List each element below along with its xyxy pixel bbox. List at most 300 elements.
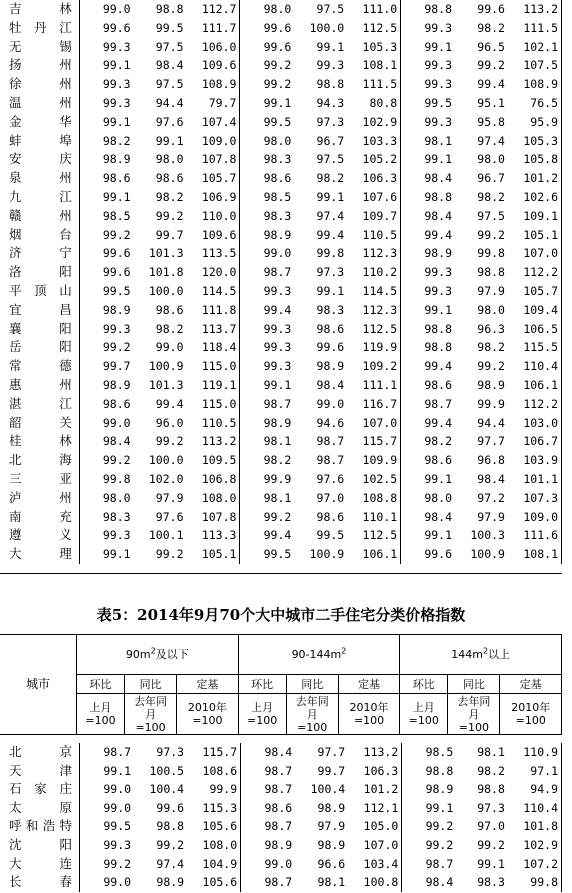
index-value: 99.3 [103,837,132,852]
index-value: 106.3 [347,169,400,188]
city-name: 湛江 [0,395,79,414]
table-row [0,545,562,564]
index-value: 98.8 [477,265,505,280]
table-row [0,0,562,19]
index-value: 97.6 [155,114,184,129]
index-value: 98.2 [477,20,505,35]
index-value: 103.3 [347,132,400,151]
index-value: 97.5 [155,39,184,54]
index-value: 107.4 [187,113,240,132]
city-name: 大连 [0,855,80,874]
index-value: 99.4 [424,359,453,374]
index-value: 99.2 [102,340,131,355]
index-value: 98.3 [102,509,131,524]
index-value: 105.1 [508,226,562,245]
index-value: 98.7 [264,763,293,778]
index-value: 100.4 [149,782,185,797]
index-value: 99.7 [317,763,346,778]
base-header: 2010年 =100 [177,694,238,735]
index-value: 112.7 [187,0,240,19]
index-value: 101.2 [508,169,562,188]
index-value: 98.9 [316,359,345,374]
index-value: 98.0 [263,2,292,16]
index-value: 98.5 [425,745,454,759]
index-value: 98.7 [316,434,345,449]
index-value: 99.2 [477,227,505,242]
index-value: 107.8 [187,150,240,169]
city-name: 遵义 [0,526,79,545]
city-name: 温州 [0,94,79,113]
index-value: 99.3 [424,77,453,92]
base-header: 2010年 =100 [338,694,399,735]
base-header: 去年同 月 =100 [124,694,176,735]
index-value: 98.0 [477,302,505,317]
index-value: 99.5 [263,547,292,562]
index-value: 99.3 [102,39,131,54]
index-value: 95.1 [477,95,505,110]
index-value: 97.5 [477,208,505,223]
table-row [0,414,562,433]
index-value: 99.2 [102,227,131,242]
city-name: 九江 [0,188,79,207]
index-value: 110.4 [508,799,562,818]
index-value: 98.2 [424,434,453,449]
sub-header: 环比 [77,675,125,694]
index-value: 76.5 [508,94,562,113]
city-name: 桂林 [0,432,79,451]
index-value: 99.0 [103,800,132,815]
index-value: 99.1 [316,283,345,298]
index-value: 99.8 [102,471,131,486]
city-name: 常德 [0,357,79,376]
index-value: 99.6 [316,340,345,355]
table-row [0,207,562,226]
table-row [0,150,562,169]
index-value: 99.6 [102,20,131,35]
index-value: 99.2 [477,359,505,374]
index-value: 99.2 [103,856,132,871]
index-value: 112.3 [347,301,400,320]
index-value: 97.1 [508,762,562,781]
index-value: 112.1 [348,799,402,818]
index-value: 98.6 [263,171,292,186]
index-value: 113.5 [187,244,240,263]
index-value: 97.9 [317,819,346,834]
index-value: 98.2 [477,763,505,778]
index-value: 98.2 [102,133,131,148]
city-name: 烟台 [0,226,79,245]
index-value: 116.7 [347,395,400,414]
index-value: 109.0 [187,132,240,151]
index-value: 98.4 [477,471,505,486]
index-value: 97.5 [155,77,184,92]
table-row [0,338,562,357]
index-value: 98.9 [102,377,131,392]
index-value: 101.8 [148,265,184,280]
city-header: 城市 [0,635,77,735]
city-name: 三亚 [0,470,79,489]
index-value: 94.9 [508,780,562,799]
index-value: 96.5 [477,39,505,54]
index-value: 102.1 [508,38,562,57]
index-value: 106.3 [348,762,402,781]
index-value: 99.2 [102,453,131,468]
index-value: 103.9 [508,451,562,470]
index-value: 112.2 [508,263,562,282]
index-value: 99.0 [102,2,131,16]
index-value: 99.5 [102,283,131,298]
table-row [0,780,562,799]
index-value: 99.1 [424,528,453,543]
index-value: 105.7 [508,282,562,301]
table-row [0,113,562,132]
city-name: 惠州 [0,376,79,395]
index-value: 98.1 [263,434,292,449]
base-header: 去年同 月 =100 [448,694,500,735]
index-value: 115.0 [187,357,240,376]
index-value: 102.6 [508,188,562,207]
index-value: 98.4 [424,509,453,524]
index-value: 99.6 [102,265,131,280]
bottom-data-table [0,743,562,892]
index-value: 97.9 [477,509,505,524]
index-value: 106.1 [347,545,400,564]
table-row [0,263,562,282]
city-name: 石家庄 [0,780,80,799]
index-value: 99.1 [102,547,131,562]
index-value: 99.3 [424,58,453,73]
index-value: 110.0 [187,207,240,226]
index-value: 98.7 [264,875,293,890]
table-row [0,320,562,339]
index-value: 99.2 [155,547,184,562]
index-value: 112.3 [347,244,400,263]
index-value: 99.1 [424,39,453,54]
index-value: 99.4 [424,227,453,242]
index-value: 96.0 [155,415,184,430]
index-value: 100.4 [310,782,346,797]
city-name: 天津 [0,762,80,781]
index-value: 98.3 [263,152,292,167]
index-value: 108.1 [347,56,400,75]
index-value: 99.3 [424,20,453,35]
index-value: 96.7 [477,171,505,186]
index-value: 99.6 [102,246,131,261]
index-value: 98.0 [155,152,184,167]
index-value: 102.9 [508,836,562,855]
index-value: 97.9 [477,283,505,298]
index-value: 98.4 [155,58,184,73]
index-value: 99.1 [477,856,505,871]
index-value: 99.2 [425,819,454,834]
index-value: 98.0 [263,133,292,148]
index-value: 99.1 [424,152,453,167]
index-value: 96.7 [316,133,345,148]
table-row [0,395,562,414]
index-value: 98.3 [477,875,505,890]
index-value: 113.2 [508,0,562,19]
index-value: 109.5 [187,451,240,470]
index-value: 99.1 [103,763,132,778]
index-value: 98.6 [424,377,453,392]
index-value: 109.9 [347,451,400,470]
index-value: 98.1 [424,133,453,148]
index-value: 108.0 [187,489,240,508]
index-value: 97.6 [155,509,184,524]
index-value: 115.3 [187,799,241,818]
index-value: 98.7 [263,396,292,411]
index-value: 99.3 [424,114,453,129]
index-value: 100.1 [148,528,184,543]
index-value: 99.3 [102,321,131,336]
index-value: 98.6 [102,171,131,186]
index-value: 99.9 [187,780,241,799]
table-row [0,19,562,38]
index-value: 118.4 [187,338,240,357]
index-value: 97.5 [316,2,345,16]
index-value: 99.0 [103,782,132,797]
sub-header: 定基 [177,675,238,694]
index-value: 98.1 [263,490,292,505]
index-value: 99.0 [264,856,293,871]
city-name: 无锡 [0,38,79,57]
index-value: 105.8 [508,150,562,169]
table-row [0,836,562,855]
index-value: 99.0 [263,246,292,261]
city-name: 襄阳 [0,320,79,339]
index-value: 98.8 [424,340,453,355]
index-value: 99.5 [103,819,132,834]
index-value: 109.0 [508,508,562,527]
index-value: 99.1 [316,39,345,54]
index-value: 98.9 [424,246,453,261]
index-value: 114.5 [187,282,240,301]
index-value: 99.2 [155,434,184,449]
index-value: 105.3 [508,132,562,151]
table-row [0,799,562,818]
index-value: 100.9 [309,547,345,562]
index-value: 99.3 [263,283,292,298]
city-name: 扬州 [0,56,79,75]
table-row [0,226,562,245]
index-value: 108.1 [508,545,562,564]
index-value: 107.0 [348,836,402,855]
index-value: 112.2 [508,395,562,414]
index-value: 98.9 [264,837,293,852]
index-value: 98.6 [102,396,131,411]
city-name: 北海 [0,451,79,470]
index-value: 99.2 [477,837,505,852]
index-value: 111.6 [508,526,562,545]
index-value: 99.9 [263,471,292,486]
index-value: 99.4 [263,302,292,317]
index-value: 99.1 [263,377,292,392]
table-row [0,75,562,94]
index-value: 109.7 [347,207,400,226]
index-value: 99.4 [316,227,345,242]
index-value: 94.3 [316,95,345,110]
index-value: 107.6 [347,188,400,207]
group-header-2: $90-144m^2$ [238,635,400,675]
index-value: 99.5 [263,114,292,129]
index-value: 97.6 [316,471,345,486]
city-name: 泉州 [0,169,79,188]
base-header: 2010年 =100 [500,694,562,735]
index-value: 99.4 [477,77,505,92]
index-value: 99.2 [263,58,292,73]
table-caption: 表5：2014年9月70个大中城市二手住宅分类价格指数 [96,606,466,624]
base-header: 上月 =100 [77,694,125,735]
table-row [0,357,562,376]
index-value: 112.5 [347,19,400,38]
table-row [0,451,562,470]
table-row [0,38,562,57]
index-value: 101.1 [508,470,562,489]
index-value: 98.3 [263,208,292,223]
index-value: 110.5 [347,226,400,245]
index-value: 99.9 [477,396,505,411]
table-row [0,376,562,395]
index-value: 106.5 [508,320,562,339]
index-value: 98.6 [316,321,345,336]
city-name: 韶关 [0,414,79,433]
index-value: 102.9 [347,113,400,132]
index-value: 110.1 [347,508,400,527]
index-value: 97.9 [155,490,184,505]
sub-header: 环比 [400,675,448,694]
index-value: 98.7 [264,782,293,797]
city-name: 洛阳 [0,263,79,282]
index-value: 99.1 [102,189,131,204]
index-value: 97.0 [477,819,505,834]
index-value: 98.8 [425,763,454,778]
index-value: 109.6 [187,226,240,245]
base-header: 去年同 月 =100 [286,694,338,735]
city-name: 徐州 [0,75,79,94]
city-name: 呼和浩特 [0,817,80,836]
index-value: 99.6 [263,39,292,54]
index-value: 100.0 [148,453,184,468]
index-value: 95.9 [508,113,562,132]
city-name: 北京 [0,743,80,762]
sub-header: 定基 [500,675,562,694]
index-value: 100.9 [148,359,184,374]
index-value: 108.0 [187,836,241,855]
index-value: 99.6 [156,800,185,815]
index-value: 98.4 [424,171,453,186]
index-value: 107.0 [347,414,400,433]
index-value: 99.2 [425,837,454,852]
table-row [0,244,562,263]
index-value: 107.8 [187,508,240,527]
base-header: 上月 =100 [238,694,286,735]
index-value: 99.6 [477,2,505,16]
index-value: 108.9 [187,75,240,94]
index-value: 101.2 [348,780,402,799]
index-value: 98.9 [102,152,131,167]
index-value: 105.3 [347,38,400,57]
index-value: 97.7 [477,434,505,449]
index-value: 99.1 [424,471,453,486]
index-value: 98.8 [156,819,185,834]
index-value: 105.2 [347,150,400,169]
index-value: 98.2 [477,340,505,355]
index-value: 100.8 [348,873,402,892]
index-value: 107.0 [508,244,562,263]
table-divider [0,573,562,574]
index-value: 96.3 [477,321,505,336]
index-value: 98.2 [477,189,505,204]
index-value: 99.5 [155,20,184,35]
city-name: 南充 [0,508,79,527]
index-value: 99.0 [102,415,131,430]
index-value: 98.5 [102,208,131,223]
table-row [0,508,562,527]
index-value: 114.5 [347,282,400,301]
index-value: 98.7 [263,265,292,280]
index-value: 98.9 [102,302,131,317]
index-value: 97.7 [317,745,346,759]
index-value: 99.6 [263,20,292,35]
index-value: 99.0 [155,340,184,355]
table-row [0,489,562,508]
index-value: 99.2 [155,208,184,223]
index-value: 98.4 [264,745,293,759]
index-value: 98.8 [477,782,505,797]
index-value: 99.3 [316,58,345,73]
index-value: 98.6 [424,453,453,468]
index-value: 105.1 [187,545,240,564]
index-value: 107.3 [508,489,562,508]
city-name: 赣州 [0,207,79,226]
index-value: 99.0 [103,875,132,890]
index-value: 99.1 [316,189,345,204]
index-value: 99.2 [263,509,292,524]
city-name: 太原 [0,799,80,818]
city-name: 宜昌 [0,301,79,320]
table-row [0,169,562,188]
index-value: 98.2 [263,453,292,468]
index-value: 98.6 [155,171,184,186]
index-value: 98.9 [263,227,292,242]
table-row [0,301,562,320]
table-header [0,634,562,735]
table-row [0,94,562,113]
table-row [0,762,562,781]
index-value: 99.1 [155,133,184,148]
index-value: 98.8 [424,321,453,336]
index-value: 105.6 [187,873,241,892]
index-value: 99.2 [263,77,292,92]
sub-header: 同比 [124,675,176,694]
index-value: 98.9 [156,875,185,890]
index-value: 106.9 [187,188,240,207]
index-value: 105.0 [348,817,402,836]
index-value: 99.3 [102,95,131,110]
index-value: 99.1 [102,58,131,73]
index-value: 100.0 [148,283,184,298]
index-value: 119.9 [347,338,400,357]
index-value: 98.2 [316,171,345,186]
index-value: 94.4 [477,415,505,430]
index-value: 115.7 [187,743,241,762]
index-value: 106.0 [187,38,240,57]
index-value: 104.9 [187,855,241,874]
index-value: 98.2 [155,189,184,204]
city-name: 长春 [0,873,80,892]
index-value: 100.3 [470,528,505,543]
index-value: 99.8 [508,873,562,892]
